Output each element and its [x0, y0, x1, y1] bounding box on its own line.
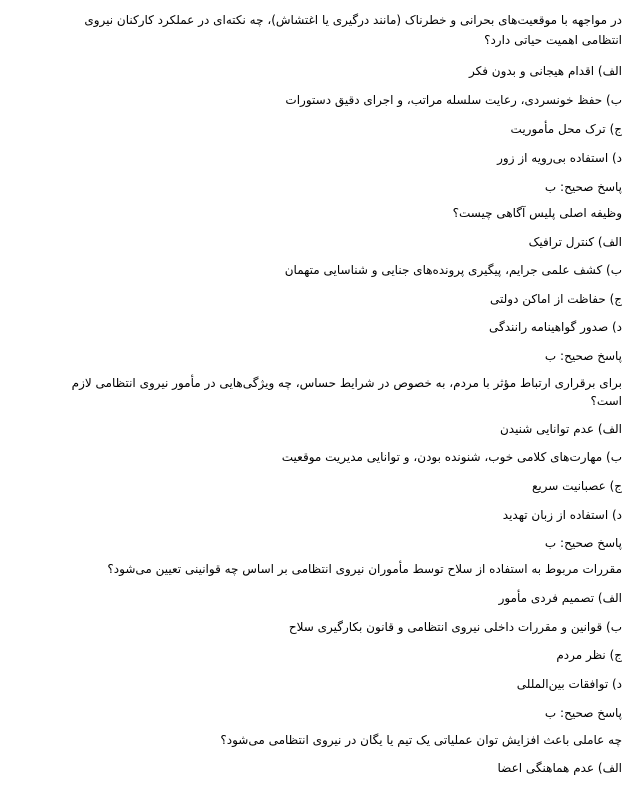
question-3-option-a: الف) عدم توانایی شنیدن	[499, 422, 622, 436]
question-5-text-line1: چه عاملی باعث افزایش توان عملیاتی یک تیم یا یگان در نیروی انتظامی می‌شود؟	[220, 733, 622, 747]
question-1-option-b: ب) حفظ خونسردی، رعایت سلسله مراتب، و اجرای دقیق دستورات	[285, 93, 622, 107]
question-3-text-line1: برای برقراری ارتباط مؤثر با مردم، به خصوص در شرایط حساس، چه ویژگی‌هایی در مأمور نیروی انتظامی لازم	[71, 376, 622, 390]
question-1-option-d: د) استفاده بی‌رویه از زور	[497, 151, 622, 165]
question-4-option-c: ج) نظر مردم	[556, 648, 622, 662]
question-2-option-c: ج) حفاظت از اماکن دولتی	[490, 292, 622, 306]
question-3-text-line2: است؟	[590, 394, 622, 408]
question-3-option-b: ب) مهارت‌های کلامی خوب، شنونده بودن، و توانایی مدیریت موقعیت	[281, 450, 622, 464]
question-2-answer: پاسخ صحیح: ب	[544, 349, 622, 363]
question-4-answer: پاسخ صحیح: ب	[544, 706, 622, 720]
question-1-option-c: ج) ترک محل مأموریت	[510, 122, 622, 136]
question-1-option-a: الف) اقدام هیجانی و بدون فکر	[468, 64, 622, 78]
question-1-answer: پاسخ صحیح: ب	[544, 180, 622, 194]
question-5-option-a: الف) عدم هماهنگی اعضا	[497, 761, 622, 775]
question-4-option-a: الف) تصمیم فردی مأمور	[498, 591, 622, 605]
question-2-text-line1: وظیفه اصلی پلیس آگاهی چیست؟	[452, 206, 622, 220]
question-4-option-d: د) توافقات بین‌المللی	[516, 677, 622, 691]
question-1-text-line2: انتظامی اهمیت حیاتی دارد؟	[484, 33, 622, 47]
question-3-option-d: د) استفاده از زبان تهدید	[502, 508, 622, 522]
question-4-text-line1: مقررات مربوط به استفاده از سلاح توسط مأموران نیروی انتظامی بر اساس چه قوانینی تعیین می‌شود؟	[107, 562, 622, 576]
question-3-option-c: ج) عصبانیت سریع	[531, 479, 622, 493]
question-2-option-a: الف) کنترل ترافیک	[528, 235, 622, 249]
question-4-option-b: ب) قوانین و مقررات داخلی نیروی انتظامی و قانون بکارگیری سلاح	[288, 620, 622, 634]
question-2-option-b: ب) کشف علمی جرایم، پیگیری پرونده‌های جنایی و شناسایی متهمان	[284, 263, 622, 277]
question-1-text-line1: در مواجهه با موقعیت‌های بحرانی و خطرناک (مانند درگیری یا اغتشاش)، چه نکته‌ای در عملکرد کارکنان نیروی	[84, 13, 622, 27]
question-3-answer: پاسخ صحیح: ب	[544, 536, 622, 550]
question-2-option-d: د) صدور گواهینامه رانندگی	[489, 320, 622, 334]
